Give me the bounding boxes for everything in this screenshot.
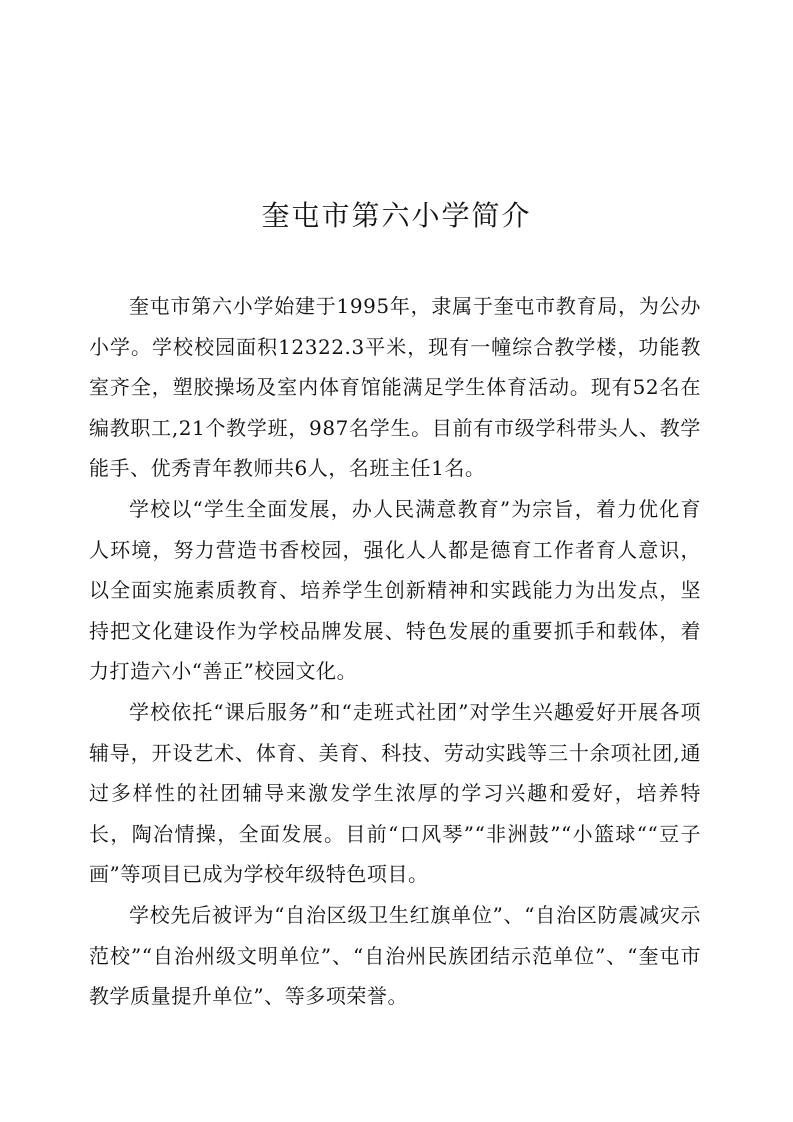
paragraph-honors: 学校先后被评为“自治区级卫生红旗单位”、“自治区防震减灾示范校”“自治州级文明单位”、“自治州民族团结示范单位”、“奎屯市教学质量提升单位”、等多项荣誉。 xyxy=(89,902,701,1009)
document-title: 奎屯市第六小学简介 xyxy=(261,199,532,232)
paragraph-clubs-activities: 学校依托“课后服务”和“走班式社团”对学生兴趣爱好开展各项辅导，开设艺术、体育、美育、科技、劳动实践等三十余项社团,通过多样性的社团辅导来激发学生浓厚的学习兴趣和爱好，培养特长，陶冶情操，全面发展。目前“口风琴”“非洲鼓”“小篮球““豆子画”等项目已成为学校年级特色项目。 xyxy=(89,699,701,887)
paragraph-school-overview: 奎屯市第六小学始建于1995年，隶属于奎屯市教育局，为公办小学。学校校园面积12322.3平米，现有一幢综合教学楼，功能教室齐全，塑胶操场及室内体育馆能满足学生体育活动。现有52名在编教职工,21个教学班，987名学生。目前有市级学科带头人、教学能手、优秀青年教师共6人，名班主任1名。 xyxy=(89,294,701,481)
document-body xyxy=(89,286,701,1017)
paragraph-school-philosophy: 学校以“学生全面发展，办人民满意教育”为宗旨，着力优化育人环境，努力营造书香校园，强化人人都是德育工作者育人意识，以全面实施素质教育、培养学生创新精神和实践能力为出发点，坚持把文化建设作为学校品牌发展、特色发展的重要抓手和载体，着力打造六小“善正”校园文化。 xyxy=(89,496,701,684)
